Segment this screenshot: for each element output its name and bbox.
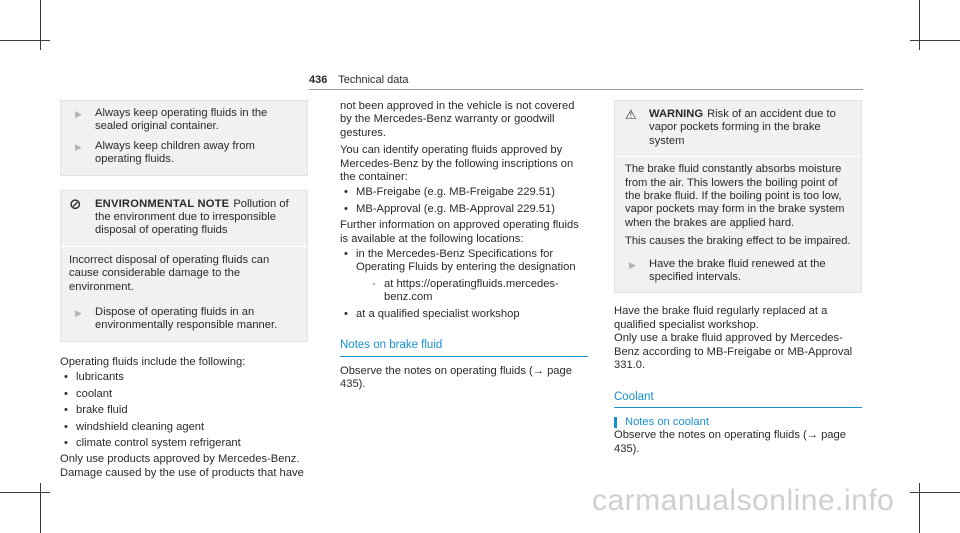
instruction-step (615, 254, 861, 293)
warning-header (615, 101, 861, 156)
environment-icon: ⊘ (69, 195, 82, 213)
page-number: 436 (309, 74, 328, 86)
paragraph: not been approved in the vehicle is not covered by the Mercedes-Benz warranty or goodwill gestures. (340, 100, 575, 139)
instruction-text: Dispose of operating fluids in an environmentally responsible manner. (95, 306, 278, 332)
warning-body (615, 157, 861, 248)
list-item: • brake fluid (60, 404, 308, 417)
list-item: • at a qualified specialist workshop (340, 308, 588, 321)
paragraph: Observe the notes on operating fluids (→ page 435). (340, 364, 572, 390)
environmental-note-box (60, 190, 308, 342)
paragraph: Observe the notes on operating fluids (→ page 435). (614, 429, 846, 455)
paragraph: Operating fluids include the following: (60, 355, 246, 368)
paragraph: Only use products approved by Mercedes-Benz. Damage caused by the use of products that have (60, 453, 304, 479)
instruction-text: Always keep children away from operating fluids. (95, 139, 255, 166)
subsection-heading (614, 416, 862, 429)
instruction-step (61, 101, 307, 134)
page-section-title: Technical data (338, 74, 409, 86)
section-heading: Notes on brake fluid (340, 339, 588, 356)
warning-title: WARNING (649, 108, 704, 120)
locations-list (340, 248, 588, 321)
column-2 (340, 100, 588, 391)
instruction-text: Always keep operating fluids in the sealed original container. (95, 107, 268, 133)
environmental-note-title: ENVIRONMENTAL NOTE (95, 197, 230, 210)
instruction-box (60, 100, 308, 176)
crop-mark (40, 483, 41, 533)
list-item: • coolant (60, 388, 308, 401)
crop-mark (0, 492, 50, 493)
paragraph: Only use a brake fluid approved by Mercedes-Benz according to MB-Freigabe or MB-Approval 331.0. (614, 332, 853, 372)
list-item: • lubricants (60, 371, 308, 384)
watermark-text: carmanualsonline.info (592, 484, 895, 517)
crop-mark (0, 40, 50, 41)
subsection-heading-text: Notes on coolant (625, 415, 709, 428)
header-rule (309, 89, 863, 90)
instruction-step (61, 298, 307, 341)
warning-paragraph: This causes the braking effect to be impaired. (625, 235, 851, 248)
instruction-text: Have the brake fluid renewed at the specified intervals. (649, 257, 826, 284)
list-item (340, 248, 588, 305)
instruction-step (61, 134, 307, 175)
crop-mark (919, 483, 920, 533)
warning-headline: Risk of an accident due to vapor pockets forming in the brake system (649, 108, 836, 147)
step-arrow-icon: ▶ (75, 109, 82, 119)
step-arrow-icon: ▶ (75, 308, 82, 319)
fluids-list (60, 371, 308, 450)
environmental-note-header (61, 191, 307, 246)
paragraph: You can identify operating fluids approved by Mercedes-Benz by the following inscriptions on the container: (340, 144, 574, 184)
paragraph: Have the brake fluid regularly replaced at a qualified specialist workshop. (614, 305, 828, 331)
warning-paragraph: The brake fluid constantly absorbs moisture from the air. This lowers the boiling point of the brake fluid. If the boiling point is too low, vapor pockets may form in the brake system when the brakes are applied hard. (625, 163, 845, 229)
list-item: • MB-Approval (e.g. MB-Approval 229.51) (340, 203, 588, 216)
heading-marker (614, 417, 617, 428)
crop-mark (910, 40, 960, 41)
column-3 (614, 100, 862, 456)
column-1 (60, 100, 308, 480)
list-item: • windshield cleaning agent (60, 421, 308, 434)
step-arrow-icon: ▶ (629, 259, 636, 270)
list-item-text: in the Mercedes-Benz Specifications for Operating Fluids by entering the designation (356, 248, 576, 274)
crop-mark (910, 492, 960, 493)
environmental-note-headline: Pollution of the environment due to irresponsible disposal of operating fluids (95, 197, 289, 237)
warning-box (614, 100, 862, 293)
list-item: • MB-Freigabe (e.g. MB-Freigabe 229.51) (340, 186, 588, 199)
paragraph: Further information on approved operating fluids is available at the following locations: (340, 219, 579, 245)
step-arrow-icon: ▶ (75, 141, 82, 152)
crop-mark (919, 0, 920, 50)
environmental-note-body: Incorrect disposal of operating fluids can cause considerable damage to the environment. (69, 253, 270, 293)
inscriptions-list (340, 186, 588, 216)
list-item: • climate control system refrigerant (60, 437, 308, 450)
crop-mark (40, 0, 41, 50)
section-heading: Coolant (614, 391, 862, 408)
sub-list-item: - at https://operatingfluids.mercedes-benz.com (356, 278, 588, 305)
page-header (309, 74, 409, 87)
warning-icon: ⚠ (625, 107, 637, 122)
